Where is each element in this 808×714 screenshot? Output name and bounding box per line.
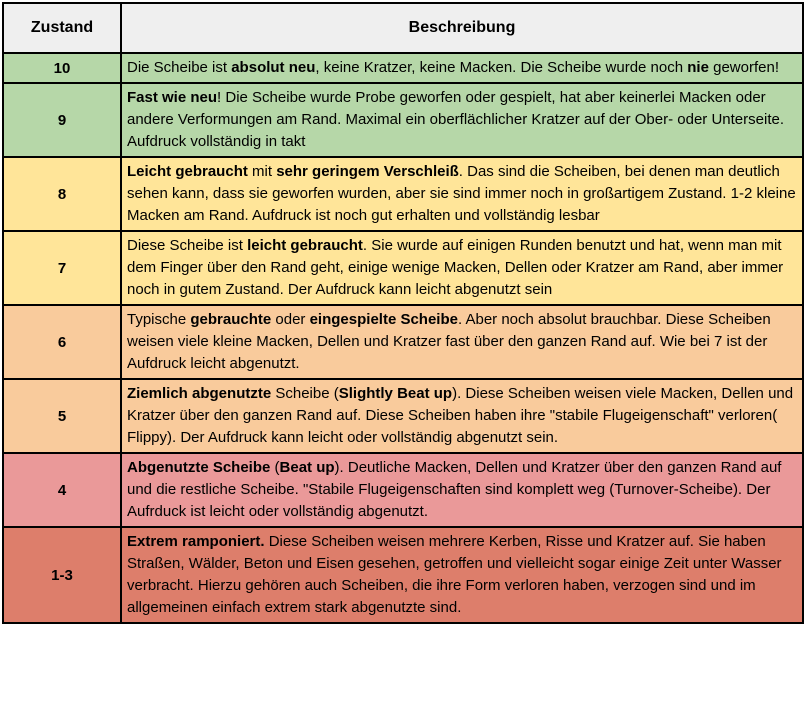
table-body (3, 53, 803, 623)
description-cell (121, 527, 803, 623)
description-text: . Sie wurde auf einigen Runden benutzt und hat, wenn man mit dem Finger über den Rand geht, einige wenige Macken, Dellen oder Kratzer am Rand, aber immer noch in gutem Zustand. Der Aufdruck kann leicht abgenutzt sein (127, 237, 784, 298)
description-bold-text: sehr geringem Verschleiß (276, 163, 459, 180)
header-beschreibung: Beschreibung (121, 3, 803, 53)
table-row (3, 231, 803, 305)
table-row (3, 53, 803, 83)
description-bold-text: absolut neu (231, 59, 316, 76)
description-bold-text: Beat up (279, 459, 335, 476)
description-text: Scheibe ( (271, 385, 339, 402)
description-bold-text: Leicht gebraucht (127, 163, 248, 180)
condition-cell: 7 (3, 231, 121, 305)
description-cell (121, 83, 803, 157)
description-text: Diese Scheibe ist (127, 237, 248, 254)
description-text: ). Deutliche Macken, Dellen und Kratzer über den ganzen Rand auf und die restliche Scheibe. "Stabile Flugeigenschaften sind komplett weg (Turnover-Scheibe). Der Aufrduck ist leicht oder vollständig abgenutzt. (127, 459, 782, 520)
table-row (3, 305, 803, 379)
description-text: geworfen! (708, 59, 779, 76)
description-text: Die Scheibe ist (127, 59, 232, 76)
table-row (3, 83, 803, 157)
condition-cell: 6 (3, 305, 121, 379)
description-cell (121, 53, 803, 83)
condition-cell: 5 (3, 379, 121, 453)
description-bold-text: Extrem ramponiert. (127, 533, 265, 550)
description-bold-text: Slightly Beat up (338, 385, 453, 402)
description-text: Diese Scheiben weisen mehrere Kerben, Risse und Kratzer auf. Sie haben Straßen, Wälder, Beton und Eisen gesehen, getroffen und vielleicht sogar einige Zeit unter Wasser verbracht. Hierzu gehören auch Scheiben, die ihre Form verloren haben, verzogen sind und im allgemeinen einfach extrem stark abgenutzte sind. (127, 533, 782, 616)
description-cell (121, 231, 803, 305)
header-zustand: Zustand (3, 3, 121, 53)
condition-cell: 10 (3, 53, 121, 83)
description-bold-text: leicht gebraucht (247, 237, 363, 254)
disc-condition-table (2, 2, 804, 624)
description-text: ( (270, 459, 280, 476)
description-text: ). Diese Scheiben weisen viele Macken, Dellen und Kratzer über den ganzen Rand auf. Diese Scheiben haben ihre "stabile Flugeigenschaft" verloren( Flippy). Der Aufdruck kann leicht oder vollständig abgenutzt sein. (127, 385, 794, 446)
description-bold-text: eingespielte Scheibe (309, 311, 458, 328)
description-bold-text: Ziemlich abgenutzte (127, 385, 272, 402)
description-cell (121, 157, 803, 231)
table-row (3, 527, 803, 623)
description-bold-text: Fast wie neu (127, 89, 218, 106)
table-row (3, 453, 803, 527)
description-bold-text: nie (687, 59, 709, 76)
header-row (3, 3, 803, 53)
description-text: ! Die Scheibe wurde Probe geworfen oder gespielt, hat aber keinerlei Macken oder andere Verformungen am Rand. Maximal ein oberflächlicher Kratzer auf der Ober- oder Unterseite. Aufdruck vollständig in takt (127, 89, 784, 150)
description-cell (121, 379, 803, 453)
description-bold-text: Abgenutzte Scheibe (127, 459, 271, 476)
description-text: , keine Kratzer, keine Macken. Die Scheibe wurde noch (315, 59, 688, 76)
condition-cell: 9 (3, 83, 121, 157)
condition-cell: 8 (3, 157, 121, 231)
condition-cell: 1-3 (3, 527, 121, 623)
description-text: oder (271, 311, 310, 328)
description-text: . Das sind die Scheiben, bei denen man deutlich sehen kann, dass sie geworfen wurden, aber sie sind immer noch in großartigem Zustand. 1-2 kleine Macken am Rand. Aufdruck ist noch gut erhalten und vollständig lesbar (127, 163, 796, 224)
description-text: . Aber noch absolut brauchbar. Diese Scheiben weisen viele kleine Macken, Dellen und Kratzer fast über den ganzen Rand auf. Wie bei 7 ist der Aufdruck leicht abgenutzt. (127, 311, 771, 372)
description-cell (121, 453, 803, 527)
description-text: Typische (127, 311, 191, 328)
condition-cell: 4 (3, 453, 121, 527)
description-cell (121, 305, 803, 379)
table-row (3, 157, 803, 231)
description-text: mit (247, 163, 277, 180)
table-row (3, 379, 803, 453)
description-bold-text: gebrauchte (190, 311, 272, 328)
